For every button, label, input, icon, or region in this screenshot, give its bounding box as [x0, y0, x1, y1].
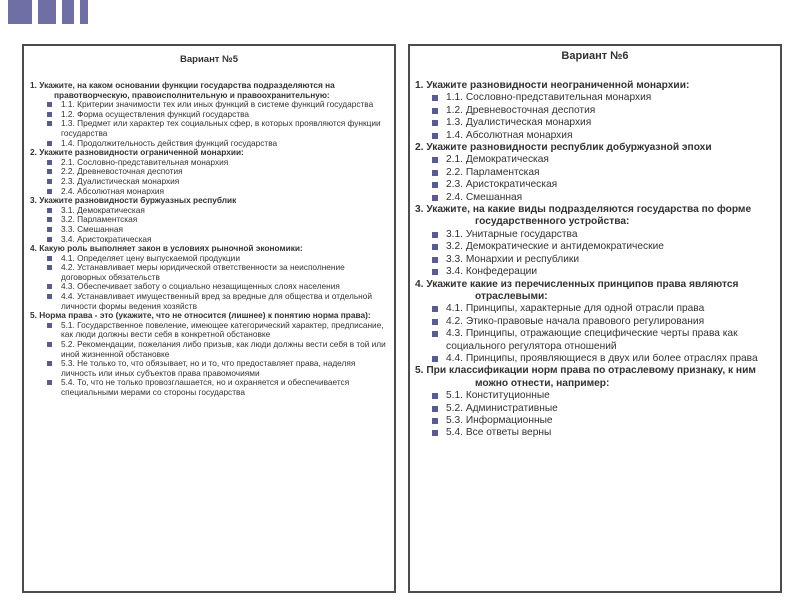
answer-item	[415, 328, 775, 353]
answer-item	[415, 303, 775, 315]
question-text: 4. Какую роль выполняет закон в условиях рыночной экономики:	[30, 243, 303, 254]
answer-item	[415, 316, 775, 328]
decorative-squares	[0, 0, 800, 30]
answer-item	[30, 378, 388, 397]
square-bullet-icon	[47, 112, 52, 117]
answer-text: 3.2. Демократические и антидемократические	[446, 241, 664, 253]
answer-item	[415, 254, 775, 266]
answer-item	[415, 179, 775, 191]
square-bullet-icon	[47, 217, 52, 222]
square-bullet-icon	[432, 319, 438, 325]
square-bullet-icon	[47, 189, 52, 194]
question-text: 5. При классификации норм права по отраслевому признаку, к ним можно отнести, например:	[415, 365, 756, 389]
answer-item	[415, 229, 775, 241]
question-text: 1. Укажите, на каком основании функции государства подразделяются на правотворческую, правоисполнительную и правоохранительную:	[30, 80, 335, 100]
square-bullet-icon	[47, 102, 52, 107]
deco-square	[8, 0, 32, 24]
answer-text: 3.4. Конфедерации	[446, 266, 538, 278]
answer-text: 4.3. Принципы, отражающие специфические черты права как социального регулятора отношений	[446, 328, 738, 352]
answer-text: 5.4. То, что не только провозглашается, но и охраняется и обеспечивается специальными мерами со стороны государства	[61, 377, 350, 397]
square-bullet-icon	[432, 108, 438, 114]
answer-text: 1.3. Предмет или характер тех социальных сфер, в которых проявляются функции государства	[61, 118, 381, 138]
question-text: 3. Укажите разновидности буржуазных республик	[30, 195, 237, 206]
square-bullet-icon	[432, 306, 438, 312]
deco-square	[38, 0, 56, 24]
answer-text: 3.2. Парламентская	[61, 214, 138, 225]
answer-item	[415, 353, 775, 365]
square-bullet-icon	[47, 141, 52, 146]
square-bullet-icon	[47, 284, 52, 289]
square-bullet-icon	[432, 120, 438, 126]
answer-item	[415, 92, 775, 104]
square-bullet-icon	[432, 393, 438, 399]
square-bullet-icon	[432, 418, 438, 424]
question-text: 2. Укажите разновидности республик добуржуазной эпохи	[415, 142, 712, 154]
answer-text: 1.1. Критерии значимости тех или иных функций в системе функций государства	[61, 99, 374, 110]
answer-text: 1.4. Абсолютная монархия	[446, 129, 573, 141]
answer-item	[30, 340, 388, 359]
square-bullet-icon	[47, 294, 52, 299]
square-bullet-icon	[432, 331, 438, 337]
answer-text: 3.3. Монархии и республики	[446, 253, 580, 265]
answer-text: 5.1. Конституционные	[446, 390, 550, 402]
square-bullet-icon	[47, 265, 52, 270]
answer-item	[30, 263, 388, 282]
deco-square	[80, 0, 88, 24]
answer-text: 2.3. Дуалистическая монархия	[61, 175, 180, 186]
square-bullet-icon	[432, 157, 438, 163]
square-bullet-icon	[47, 208, 52, 213]
square-bullet-icon	[47, 256, 52, 261]
answer-item	[415, 117, 775, 129]
answer-text: 1.2. Форма осуществления функций государства	[61, 108, 250, 119]
square-bullet-icon	[432, 269, 438, 275]
answer-item	[415, 241, 775, 253]
answer-text: 3.3. Смешанная	[61, 223, 123, 234]
answer-item	[30, 359, 388, 378]
answer-text: 4.3. Обеспечивает заботу о социально незащищенных слоях населения	[61, 281, 340, 292]
square-bullet-icon	[47, 342, 52, 347]
answer-item	[415, 105, 775, 117]
square-bullet-icon	[432, 95, 438, 101]
answer-text: 4.4. Устанавливает имущественный вред за вредные для общества и отдельной личности формы ведения хозяйств	[61, 291, 372, 311]
square-bullet-icon	[432, 182, 438, 188]
answer-text: 2.2. Парламентская	[446, 166, 540, 178]
square-bullet-icon	[47, 160, 52, 165]
square-bullet-icon	[47, 227, 52, 232]
answer-text: 5.2. Рекомендации, пожелания либо призыв, как люди должны вести себя в той или иной жизненной обстановке	[61, 339, 386, 359]
variant-5-panel	[22, 44, 396, 593]
question-text: 3. Укажите, на какие виды подразделяются государства по форме государственного устройства:	[415, 204, 752, 228]
answer-item	[30, 321, 388, 340]
answer-item	[415, 427, 775, 439]
variant-6-panel	[408, 44, 782, 593]
answer-text: 4.2. Этико-правовые начала правового регулирования	[446, 315, 705, 327]
square-bullet-icon	[47, 121, 52, 126]
answer-item	[30, 119, 388, 138]
answer-item	[415, 403, 775, 415]
answer-text: 1.1. Сословно-представительная монархия	[446, 92, 652, 104]
answer-text: 5.4. Все ответы верны	[446, 427, 552, 439]
square-bullet-icon	[432, 406, 438, 412]
square-bullet-icon	[432, 356, 438, 362]
deco-square	[62, 0, 74, 24]
question-text: 5. Норма права - это (укажите, что не относится (лишнее) к понятию норма права):	[30, 310, 371, 321]
answer-item	[415, 390, 775, 402]
answer-item	[415, 167, 775, 179]
square-bullet-icon	[47, 380, 52, 385]
answer-text: 4.1. Принципы, характерные для одной отрасли права	[446, 303, 705, 315]
answer-text: 3.4. Аристократическая	[61, 233, 152, 244]
answer-text: 4.4. Принципы, проявляющиеся в двух или более отраслях права	[446, 352, 758, 364]
answer-text: 5.2. Административные	[446, 402, 558, 414]
square-bullet-icon	[432, 170, 438, 176]
answer-text: 2.4. Абсолютная монархия	[61, 185, 164, 196]
question-text: 4. Укажите какие из перечисленных принципов права являются отраслевыми:	[415, 278, 739, 302]
square-bullet-icon	[47, 169, 52, 174]
square-bullet-icon	[47, 237, 52, 242]
variant-6-title: Вариант №6	[561, 50, 629, 62]
square-bullet-icon	[432, 133, 438, 139]
answer-text: 4.2. Устанавливает меры юридической ответственности за неисполнение договорных обязательств	[61, 262, 345, 282]
variant-6-content	[410, 62, 780, 440]
answer-text: 5.1. Государственное повеление, имеющее категорический характер, предписание, как люди должны вести себя в конкретной обстановке	[61, 319, 384, 340]
question-text: 1. Укажите разновидности неограниченной монархии:	[415, 80, 690, 91]
square-bullet-icon	[432, 195, 438, 201]
answer-item	[415, 130, 775, 142]
question-text: 2. Укажите разновидности ограниченной монархии:	[30, 147, 244, 158]
square-bullet-icon	[432, 232, 438, 238]
answer-item	[415, 266, 775, 278]
answer-text: 2.4. Смешанная	[446, 191, 523, 203]
answer-item	[30, 292, 388, 311]
square-bullet-icon	[432, 257, 438, 263]
answer-item	[415, 415, 775, 427]
square-bullet-icon	[47, 323, 52, 328]
variant-5-content	[24, 65, 394, 398]
answer-text: 5.3. Не только то, что обязывает, но и то, что предоставляет права, наделяя личность или иных субъектов права правомочиями	[61, 358, 356, 378]
answer-text: 1.4. Продолжительность действия функций государства	[61, 137, 278, 148]
answer-text: 3.1. Демократическая	[61, 204, 145, 215]
answer-text: 2.1. Сословно-представительная монархия	[61, 156, 229, 167]
answer-text: 2.1. Демократическая	[446, 154, 549, 166]
square-bullet-icon	[432, 244, 438, 250]
answer-item	[415, 192, 775, 204]
answer-text: 3.1. Унитарные государства	[446, 228, 578, 240]
answer-item	[415, 154, 775, 166]
answer-text: 4.1. Определяет цену выпускаемой продукции	[61, 252, 240, 263]
answer-text: 1.3. Дуалистическая монархия	[446, 117, 592, 129]
square-bullet-icon	[432, 430, 438, 436]
variant-5-title: Вариант №5	[180, 54, 238, 65]
square-bullet-icon	[47, 179, 52, 184]
answer-text: 1.2. Древневосточная деспотия	[446, 104, 596, 116]
answer-text: 2.3. Аристократическая	[446, 179, 558, 191]
answer-text: 2.2. Древневосточная деспотия	[61, 166, 183, 177]
answer-text: 5.3. Информационные	[446, 414, 553, 426]
square-bullet-icon	[47, 361, 52, 366]
